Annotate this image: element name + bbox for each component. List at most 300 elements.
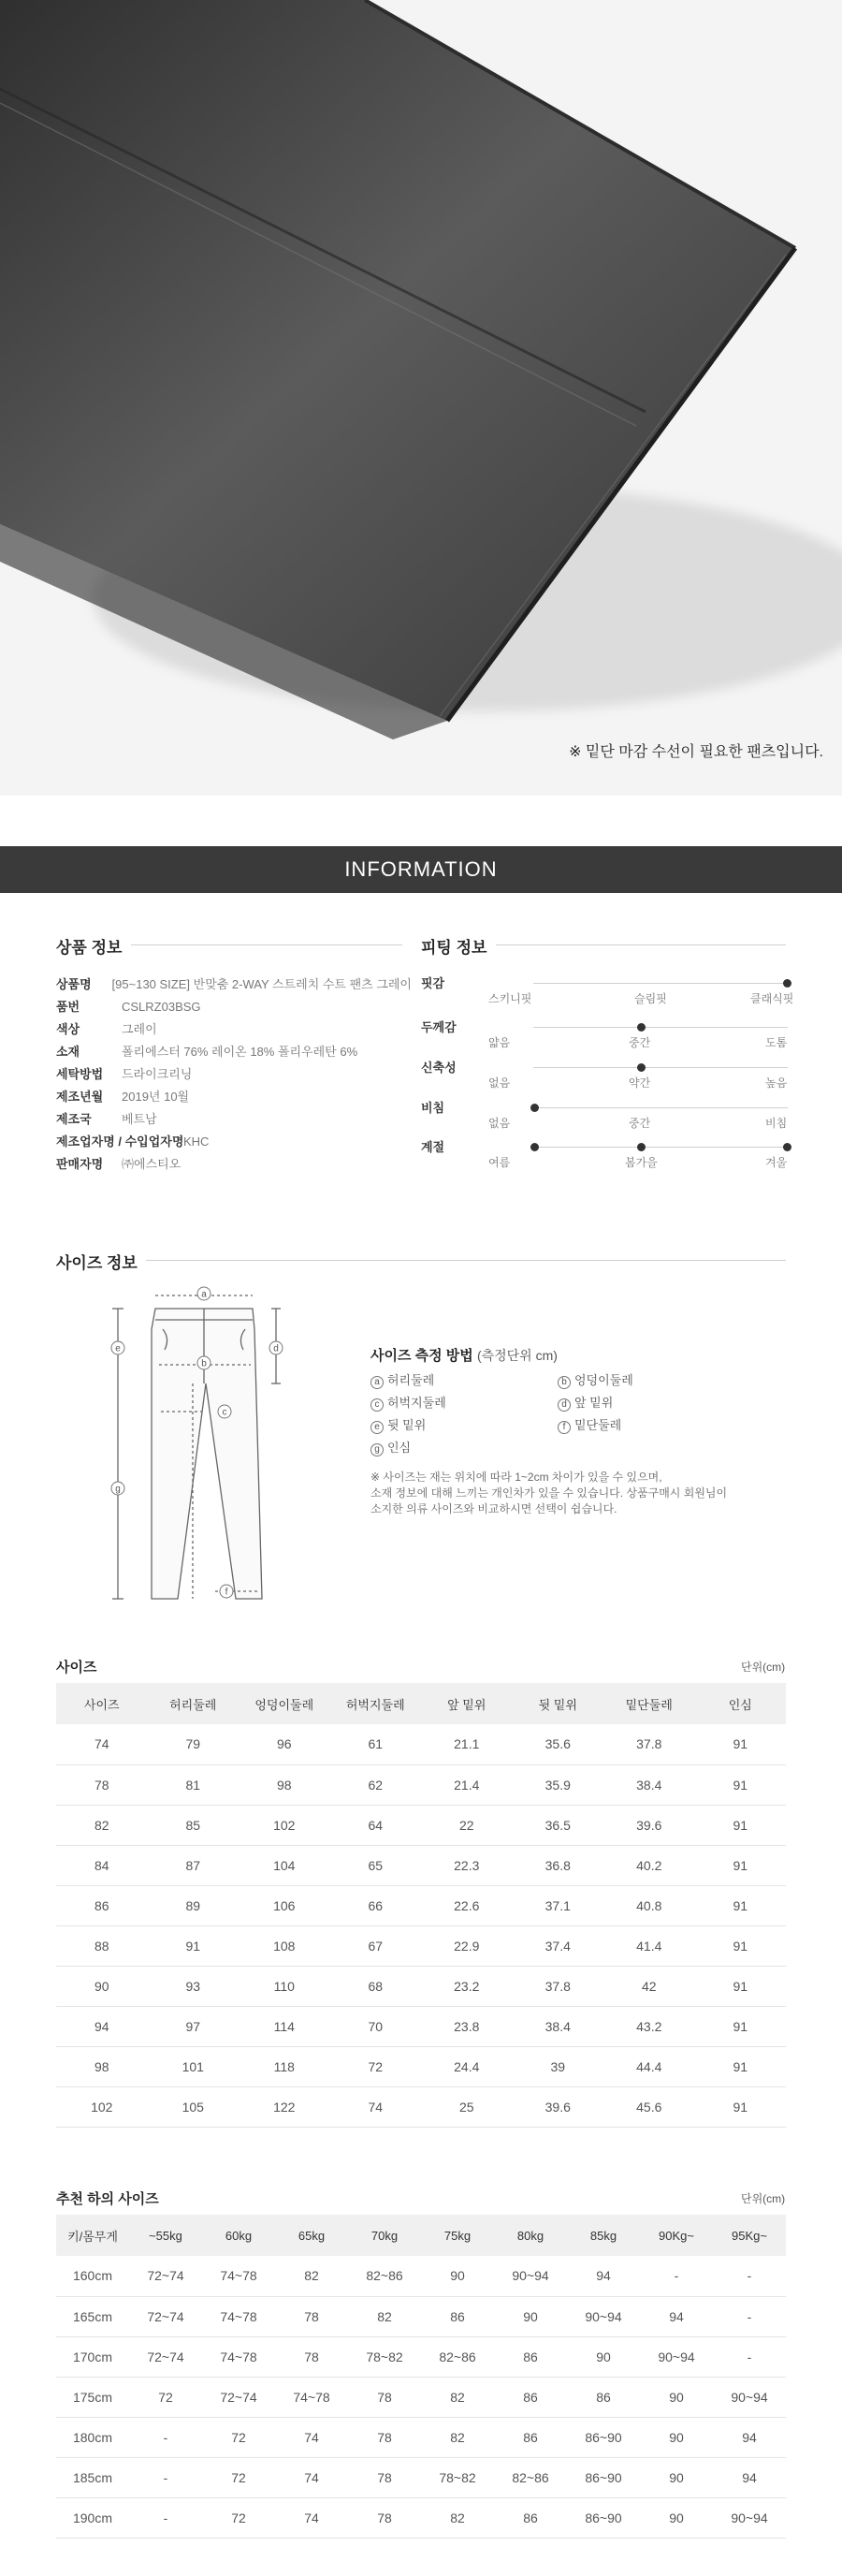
recommend-table-header: 65kg [275,2215,348,2256]
recommend-table-cell: 82~86 [348,2256,421,2296]
recommend-table-title: 추천 하의 사이즈 [56,2191,159,2207]
product-info-row [56,1041,412,1063]
recommend-table-cell: 90~94 [713,2497,786,2538]
size-table-cell: 22.9 [421,1925,513,1966]
size-table-cell: 104 [239,1845,330,1885]
product-info-row [56,1018,412,1041]
divider [146,1260,786,1261]
recommend-table-cell: 78 [275,2296,348,2336]
size-table-cell: 91 [695,1764,787,1805]
size-table-cell: 45.6 [603,2086,695,2127]
size-table-cell: 68 [330,1966,422,2006]
size-table-cell: 87 [148,1845,240,1885]
size-table-cell: 91 [695,1966,787,2006]
recommend-table-cell: - [713,2336,786,2377]
fitting-option: 봄가을 [625,1156,658,1169]
recommend-table-cell: 78~82 [421,2457,494,2497]
recommend-table-cell: 170cm [56,2336,129,2377]
size-table-cell: 108 [239,1925,330,1966]
recommend-table-cell: 86 [494,2336,567,2377]
recommend-table-header-row [56,2215,786,2256]
size-table-cell: 78 [56,1764,148,1805]
recommend-table-cell: - [129,2457,202,2497]
size-notice-line: ※ 사이즈는 재는 위치에 따라 1~2cm 차이가 있을 수 있으며, [370,1471,662,1484]
product-info-row [56,973,412,996]
recommend-table-cell: 82~86 [421,2336,494,2377]
size-table-cell: 94 [56,2006,148,2046]
table-row [56,1805,786,1845]
size-table-cell: 25 [421,2086,513,2127]
recommend-table-cell: - [129,2417,202,2457]
fitting-option: 없음 [488,1117,511,1130]
recommend-table-header: 80kg [494,2215,567,2256]
measure-label: 뒷 밑위 [387,1418,427,1432]
product-info-key: 품번 [56,1000,80,1014]
recommend-table-cell: 90 [640,2497,713,2538]
hem-notice-caption: ※ 밑단 마감 수선이 필요한 팬츠입니다. [569,744,823,760]
product-info-value: 베트남 [122,1112,157,1126]
recommend-table-cell: 90~94 [494,2256,567,2296]
table-row [56,1885,786,1925]
size-table-cell: 66 [330,1885,422,1925]
size-table-cell: 89 [148,1885,240,1925]
size-table-cell: 38.4 [603,1764,695,1805]
table-row [56,1845,786,1885]
fitting-option: 스키니핏 [488,992,532,1005]
diagram-marker: a [201,1289,207,1300]
recommend-table-cell: 72~74 [129,2256,202,2296]
size-table-cell: 74 [56,1724,148,1764]
table-row [56,1764,786,1805]
size-table-cell: 74 [330,2086,422,2127]
size-table-cell: 101 [148,2046,240,2086]
measure-label: 밑단둘레 [574,1418,622,1432]
table-row [56,2006,786,2046]
measure-guide-item [558,1370,633,1389]
recommend-table-cell: 165cm [56,2296,129,2336]
fitting-row-stretch [421,1058,795,1095]
table-row [56,2497,786,2538]
diagram-marker: b [201,1358,207,1369]
fitting-option: 중간 [629,1117,651,1130]
recommend-table-cell: 90 [494,2296,567,2336]
size-table-cell: 43.2 [603,2006,695,2046]
product-info-value: 드라이크리닝 [122,1067,193,1081]
size-table-header: 밑단둘레 [603,1683,695,1724]
size-info-title: 사이즈 정보 [56,1254,138,1272]
measure-guide-title [370,1345,558,1365]
fabric-photo-illustration [0,0,842,796]
size-table-cell: 39.6 [513,2086,604,2127]
size-table-cell: 35.6 [513,1724,604,1764]
size-table-cell: 91 [695,2046,787,2086]
size-table-cell: 97 [148,2006,240,2046]
fitting-scale-line [533,1027,788,1028]
size-table-cell: 36.5 [513,1805,604,1845]
size-table-cell: 91 [695,1845,787,1885]
table-row [56,1724,786,1764]
size-table-cell: 35.9 [513,1764,604,1805]
size-table-cell: 70 [330,2006,422,2046]
recommend-table-cell: 86 [494,2497,567,2538]
fitting-row-sheer [421,1098,795,1135]
table-row [56,2457,786,2497]
size-table [56,1683,786,2128]
recommend-table-cell: - [129,2497,202,2538]
recommend-table-cell: 82 [275,2256,348,2296]
measure-guide-item [558,1415,621,1434]
fitting-scale-line [533,1067,788,1068]
size-table-cell: 21.1 [421,1724,513,1764]
product-info-list [56,973,412,1176]
fitting-scale-line [533,983,788,984]
fitting-option: 높음 [765,1076,788,1090]
size-table-header: 사이즈 [56,1683,148,1724]
recommend-table-cell: 82 [421,2417,494,2457]
fitting-option: 여름 [488,1156,511,1169]
size-table-cell: 67 [330,1925,422,1966]
product-info-value: KHC [183,1134,210,1149]
size-table-cell: 23.8 [421,2006,513,2046]
size-table-cell: 88 [56,1925,148,1966]
product-info-key: 소재 [56,1045,80,1059]
measure-guide-item [370,1370,434,1389]
product-info-value: [95~130 SIZE] 반맞춤 2-WAY 스트레치 수트 팬츠 그레이 [111,977,412,991]
recommend-table-cell: 94 [640,2296,713,2336]
fitting-row-thickness [421,1017,795,1055]
recommend-table-cell: 94 [713,2417,786,2457]
size-table-cell: 81 [148,1764,240,1805]
fitting-label: 비침 [421,1101,445,1115]
product-info-key: 판매자명 [56,1157,104,1171]
size-table-cell: 114 [239,2006,330,2046]
fitting-label: 신축성 [421,1061,457,1075]
size-table-cell: 110 [239,1966,330,2006]
marker-icon: a [370,1376,384,1389]
product-info-row [56,1131,412,1153]
size-table-cell: 102 [239,1805,330,1845]
fitting-option: 겨울 [765,1156,788,1169]
size-table-cell: 118 [239,2046,330,2086]
measure-guide-item [370,1438,411,1456]
size-table-cell: 22 [421,1805,513,1845]
table-row [56,2086,786,2127]
information-header: INFORMATION [0,846,842,893]
divider [131,944,402,945]
marker-icon: b [558,1376,571,1389]
marker-icon: g [370,1443,384,1456]
size-table-unit: 단위(cm) [741,1661,786,1674]
size-table-cell: 39 [513,2046,604,2086]
fitting-scale-line [533,1147,788,1148]
measure-label: 허벅지둘레 [387,1396,446,1410]
recommend-table-header: 95Kg~ [713,2215,786,2256]
size-notice [370,1470,782,1517]
size-table-header: 엉덩이둘레 [239,1683,330,1724]
size-table-header: 앞 밑위 [421,1683,513,1724]
diagram-marker: g [115,1484,121,1495]
recommend-table-cell: 78~82 [348,2336,421,2377]
recommend-table-header: 키/몸무게 [56,2215,129,2256]
size-table-cell: 98 [56,2046,148,2086]
size-table-cell: 22.6 [421,1885,513,1925]
size-table-cell: 85 [148,1805,240,1845]
size-table-cell: 82 [56,1805,148,1845]
recommend-table-cell: 86 [494,2417,567,2457]
recommend-table-cell: 86~90 [567,2417,640,2457]
size-table-cell: 41.4 [603,1925,695,1966]
measure-guide-heading: 사이즈 측정 방법 [370,1348,473,1364]
size-table-cell: 40.2 [603,1845,695,1885]
fitting-option: 중간 [629,1036,651,1049]
recommend-table-cell: 175cm [56,2377,129,2417]
marker-icon: e [370,1421,384,1434]
recommend-table-cell: 86 [421,2296,494,2336]
product-info-key: 세탁방법 [56,1067,104,1081]
recommend-table-cell: 78 [275,2336,348,2377]
recommend-table-cell: 90~94 [640,2336,713,2377]
recommend-table-cell: 74~78 [202,2256,275,2296]
product-info-row [56,1086,412,1108]
recommend-table-cell: 180cm [56,2417,129,2457]
recommend-table-unit: 단위(cm) [741,2192,786,2205]
product-info-value: CSLRZ03BSG [122,1000,201,1014]
recommend-table-cell: 86~90 [567,2457,640,2497]
product-info-title: 상품 정보 [56,939,123,957]
recommend-table-cell: 78 [348,2417,421,2457]
measure-label: 허리둘레 [387,1373,435,1387]
size-table-cell: 72 [330,2046,422,2086]
size-table-cell: 37.4 [513,1925,604,1966]
measure-guide-unit: (측정단위 cm) [476,1348,558,1363]
recommend-table-cell: 72~74 [129,2296,202,2336]
recommend-table-cell: 82~86 [494,2457,567,2497]
recommend-table-cell: 94 [567,2256,640,2296]
recommend-table-cell: 82 [421,2497,494,2538]
recommend-table-cell: 74~78 [202,2336,275,2377]
recommend-table-header: ~55kg [129,2215,202,2256]
recommend-table-cell: 78 [348,2497,421,2538]
fitting-info-title: 피팅 정보 [421,939,487,957]
diagram-marker: d [273,1343,279,1354]
fitting-option: 비침 [765,1117,788,1130]
size-table-cell: 22.3 [421,1845,513,1885]
size-table-cell: 102 [56,2086,148,2127]
table-row [56,2256,786,2296]
size-notice-line: 소지한 의류 사이즈와 비교하시면 선택이 쉽습니다. [370,1502,617,1515]
recommend-table-cell: 90~94 [567,2296,640,2336]
recommend-table-cell: 74 [275,2417,348,2457]
recommend-table-cell: 72 [129,2377,202,2417]
fitting-option: 없음 [488,1076,511,1090]
recommend-table-cell: 185cm [56,2457,129,2497]
size-table-cell: 21.4 [421,1764,513,1805]
recommend-table-cell: 74 [275,2497,348,2538]
size-table-cell: 93 [148,1966,240,2006]
size-table-cell: 65 [330,1845,422,1885]
recommend-table-cell: 90 [567,2336,640,2377]
recommend-table-cell: 90 [640,2417,713,2457]
fitting-selected-dot [530,1104,539,1112]
fitting-option: 클래식핏 [750,992,794,1005]
table-row [56,2417,786,2457]
size-table-header: 뒷 밑위 [513,1683,604,1724]
product-info-key: 상품명 [56,977,92,991]
recommend-table-cell: 90 [640,2457,713,2497]
size-table-cell: 91 [695,1925,787,1966]
recommend-table-cell: 190cm [56,2497,129,2538]
measure-label: 엉덩이둘레 [574,1373,633,1387]
size-table-cell: 61 [330,1724,422,1764]
fitting-label: 계절 [421,1140,445,1154]
recommend-table-cell: 82 [421,2377,494,2417]
recommend-table-cell: 74 [275,2457,348,2497]
recommend-table-header: 90Kg~ [640,2215,713,2256]
size-table-cell: 42 [603,1966,695,2006]
size-notice-line: 소재 정보에 대해 느끼는 개인차가 있을 수 있습니다. 상품구매시 회원님이 [370,1486,728,1500]
product-info-value: 그레이 [122,1022,157,1036]
measure-guide-item [558,1393,613,1412]
product-info-value: ㈜에스티오 [122,1157,181,1171]
recommend-size-table [56,2215,786,2539]
size-table-cell: 36.8 [513,1845,604,1885]
measure-guide-item [370,1415,426,1434]
fitting-selected-dot [637,1143,646,1151]
size-table-cell: 91 [695,2086,787,2127]
recommend-table-cell: 90 [421,2256,494,2296]
product-info-value: 폴리에스터 76% 레이온 18% 폴리우레탄 6% [122,1045,358,1059]
product-info-key: 제조년월 [56,1090,104,1104]
size-table-cell: 91 [148,1925,240,1966]
size-table-cell: 91 [695,1724,787,1764]
marker-icon: c [370,1398,384,1412]
fitting-selected-dot [530,1143,539,1151]
table-row [56,1966,786,2006]
size-table-cell: 39.6 [603,1805,695,1845]
recommend-table-cell: 86 [567,2377,640,2417]
fitting-option: 슬림핏 [634,992,667,1005]
recommend-table-cell: 86 [494,2377,567,2417]
size-table-cell: 23.2 [421,1966,513,2006]
marker-icon: f [558,1421,571,1434]
recommend-table-cell: - [713,2256,786,2296]
size-table-cell: 105 [148,2086,240,2127]
size-table-cell: 24.4 [421,2046,513,2086]
recommend-table-cell: 74~78 [275,2377,348,2417]
recommend-table-cell: 82 [348,2296,421,2336]
size-table-cell: 91 [695,1885,787,1925]
product-info-row [56,1153,412,1176]
table-row [56,2336,786,2377]
size-table-cell: 91 [695,1805,787,1845]
recommend-table-cell: 90 [640,2377,713,2417]
size-table-cell: 106 [239,1885,330,1925]
table-row [56,2046,786,2086]
diagram-marker: c [222,1407,227,1418]
recommend-table-header: 85kg [567,2215,640,2256]
size-table-header: 인심 [695,1683,787,1724]
recommend-table-cell: 90~94 [713,2377,786,2417]
product-hem-photo [0,0,842,796]
recommend-table-cell: 74~78 [202,2296,275,2336]
product-info-row [56,1108,412,1131]
fitting-row-season [421,1137,795,1175]
size-table-cell: 37.8 [603,1724,695,1764]
fitting-label: 핏감 [421,976,445,990]
size-table-cell: 122 [239,2086,330,2127]
diagram-marker: f [225,1587,228,1598]
fitting-label: 두께감 [421,1020,457,1034]
product-info-value: 2019년 10월 [122,1090,190,1104]
size-table-cell: 84 [56,1845,148,1885]
fitting-selected-dot [637,1063,646,1072]
product-info-row [56,996,412,1018]
size-table-cell: 37.1 [513,1885,604,1925]
diagram-marker: e [115,1343,121,1354]
size-table-header-row [56,1683,786,1724]
size-table-cell: 37.8 [513,1966,604,2006]
size-table-title: 사이즈 [56,1660,97,1676]
recommend-table-cell: 86~90 [567,2497,640,2538]
size-table-cell: 38.4 [513,2006,604,2046]
product-info-key: 제조국 [56,1112,92,1126]
recommend-table-cell: 78 [348,2457,421,2497]
measure-guide-item [370,1393,446,1412]
marker-icon: d [558,1398,571,1412]
fitting-selected-dot [783,1143,791,1151]
recommend-table-cell: - [713,2296,786,2336]
divider [496,944,786,945]
recommend-table-cell: 72~74 [129,2336,202,2377]
recommend-table-cell: 72~74 [202,2377,275,2417]
recommend-table-cell: 160cm [56,2256,129,2296]
fitting-option: 약간 [629,1076,651,1090]
size-table-cell: 44.4 [603,2046,695,2086]
fitting-scale-line [533,1107,788,1108]
recommend-table-cell: - [640,2256,713,2296]
size-table-cell: 64 [330,1805,422,1845]
size-table-cell: 79 [148,1724,240,1764]
table-row [56,2377,786,2417]
measure-label: 인심 [387,1441,412,1455]
table-row [56,1925,786,1966]
size-table-cell: 98 [239,1764,330,1805]
fitting-option: 도톰 [765,1036,788,1049]
recommend-table-header: 75kg [421,2215,494,2256]
fitting-selected-dot [637,1023,646,1032]
measure-label: 앞 밑위 [574,1396,614,1410]
size-table-cell: 40.8 [603,1885,695,1925]
recommend-table-cell: 78 [348,2377,421,2417]
size-table-cell: 96 [239,1724,330,1764]
recommend-table-header: 70kg [348,2215,421,2256]
size-table-cell: 86 [56,1885,148,1925]
fitting-option: 얇음 [488,1036,511,1049]
fitting-selected-dot [783,979,791,988]
recommend-table-cell: 72 [202,2457,275,2497]
product-info-row [56,1063,412,1086]
size-table-header: 허벅지둘레 [330,1683,422,1724]
recommend-table-cell: 72 [202,2417,275,2457]
size-table-cell: 91 [695,2006,787,2046]
recommend-table-header: 60kg [202,2215,275,2256]
recommend-table-cell: 94 [713,2457,786,2497]
product-info-key: 색상 [56,1022,80,1036]
recommend-table-cell: 72 [202,2497,275,2538]
size-table-header: 허리둘레 [148,1683,240,1724]
product-info-key: 제조업자명 / 수입업자명 [56,1134,184,1149]
pants-size-diagram [103,1281,318,1617]
